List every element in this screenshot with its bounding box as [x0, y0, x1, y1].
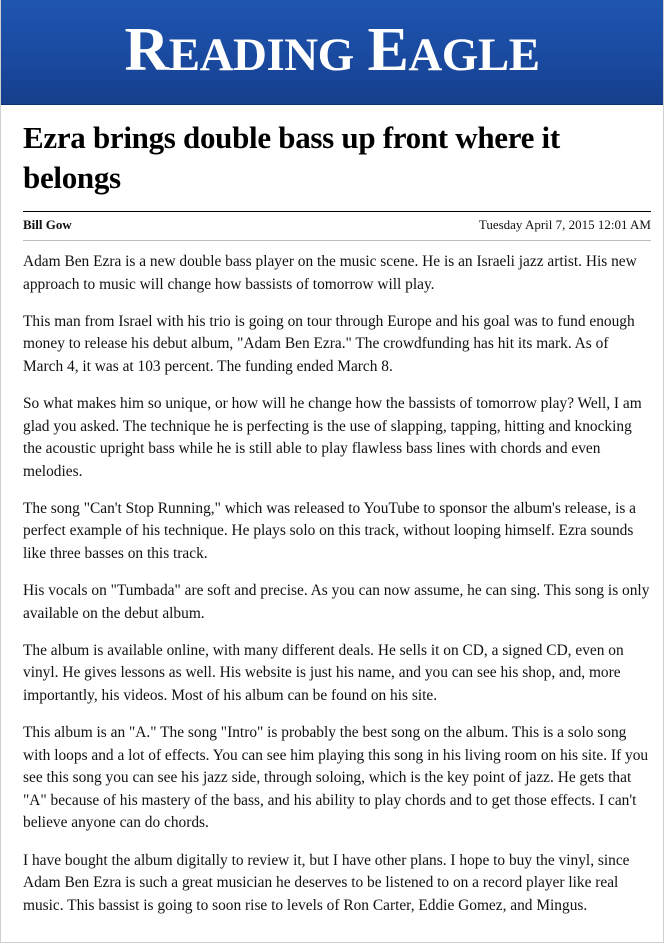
masthead — [1, 0, 663, 105]
byline — [23, 211, 651, 241]
paragraph: So what makes him so unique, or how will he change how the bassists of tomorrow play? Well, I am glad you asked. The technique he is perfecting is the use of slapping, tapping, hitting and knocking the acoustic upright bass while he is still able to play flawless bass lines with chords and even melodies. — [23, 394, 642, 480]
article-body — [23, 251, 651, 917]
paragraph: I have bought the album digitally to review it, but I have other plans. I hope to buy the vinyl, since Adam Ben Ezra is such a great musician he deserves to be listened to on a record player like real music. This bassist is going to soon rise to levels of Ron Carter, Eddie Gomez, and Mingus. — [23, 851, 630, 914]
paragraph: His vocals on "Tumbada" are soft and precise. As you can now assume, he can sing. This song is only available on the debut album. — [23, 582, 650, 622]
paragraph: This man from Israel with his trio is going on tour through Europe and his goal was to fund enough money to release his debut album, "Adam Ben Ezra." The crowdfunding has hit its mark. As of March 4, it was at 103 percent. The funding ended March 8. — [23, 312, 635, 375]
paragraph: The song "Can't Stop Running," which was released to YouTube to sponsor the album's release, is a perfect example of his technique. He plays solo on this track, without looping himself. Ezra sounds like three basses on this track. — [23, 499, 637, 563]
article — [1, 118, 663, 917]
article-headline: Ezra brings double bass up front where it belongs — [23, 120, 560, 195]
publish-date: Tuesday April 7, 2015 12:01 AM — [478, 217, 651, 232]
author-name: Bill Gow — [23, 217, 72, 232]
paragraph: This album is an "A." The song "Intro" is probably the best song on the album. This is a solo song with loops and a lot of effects. You can see him playing this song in his living room on his site. If you see this song you can see his jazz side, through soloing, which is the key point of jazz. He gets that "A" because of his mastery of the bass, and his ability to play chords and to get those effects. I can't believe anyone can do chords. — [23, 724, 649, 832]
masthead-logo[interactable]: READING EAGLE — [124, 16, 540, 84]
paragraph: The album is available online, with many different deals. He sells it on CD, a signed CD, even on vinyl. He gives lessons as well. His website is just his name, and you can see his shop, and, more importantly, his videos. Most of his album can be found on his site. — [23, 641, 624, 704]
paragraph: Adam Ben Ezra is a new double bass player on the music scene. He is an Israeli jazz artist. His new approach to music will change how bassists of tomorrow will play. — [23, 253, 637, 293]
